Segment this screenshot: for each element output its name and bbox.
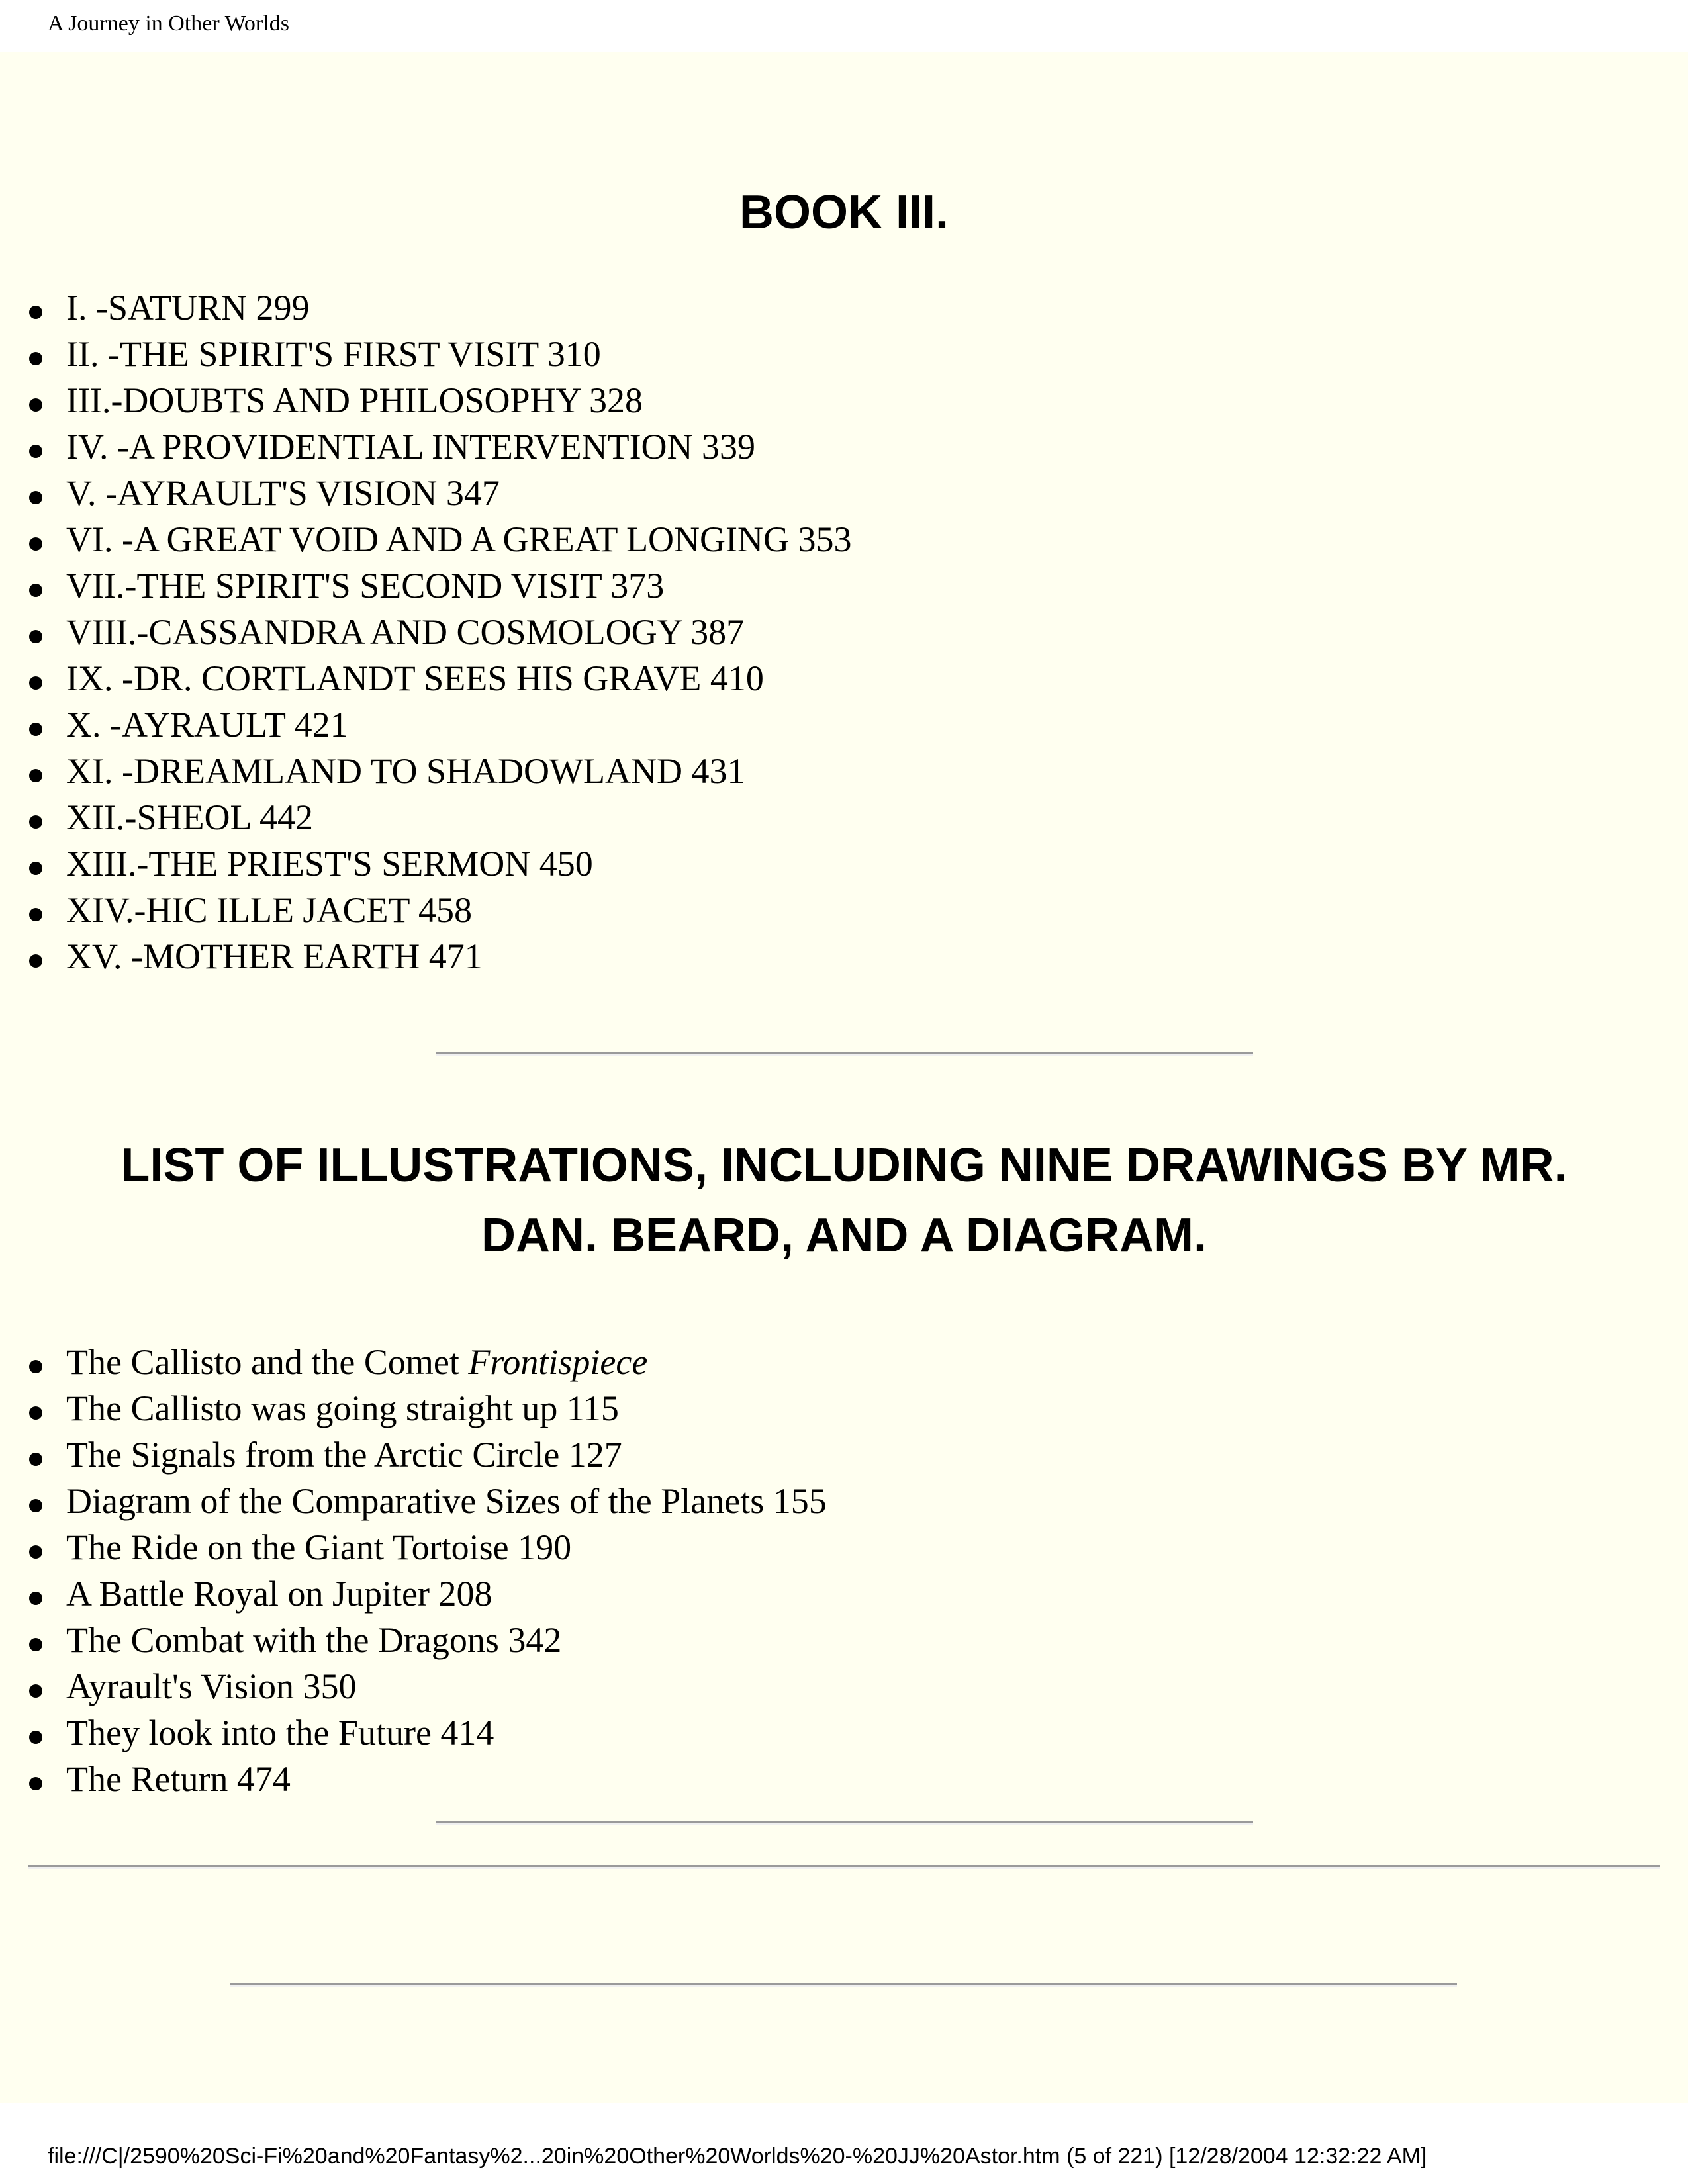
page-footer-url: file:///C|/2590%20Sci-Fi%20and%20Fantasy%2...20in%20Other%20Worlds%20-%20JJ%20Astor.htm (5 of 221) [12/28/2004 12:32:22 AM]: [48, 2144, 1427, 2169]
bullet-icon: [29, 1731, 42, 1744]
list-item: [0, 702, 852, 748]
book-heading: BOOK III.: [739, 186, 949, 239]
list-item: [0, 1617, 827, 1663]
list-item: [0, 470, 852, 516]
bullet-icon: [29, 1684, 42, 1698]
list-item: [0, 331, 852, 377]
list-item: [0, 285, 852, 331]
chapter-label: IX. -DR. CORTLANDT SEES HIS GRAVE 410: [66, 659, 764, 698]
bullet-icon: [29, 537, 42, 551]
list-item: [0, 609, 852, 655]
chapter-label: VII.-THE SPIRIT'S SECOND VISIT 373: [66, 566, 665, 606]
bullet-icon: [29, 1360, 42, 1373]
bullet-icon: [29, 445, 42, 458]
divider: [230, 1983, 1457, 1987]
chapter-label: XIII.-THE PRIEST'S SERMON 450: [66, 844, 593, 884]
page-header-title: A Journey in Other Worlds: [48, 11, 289, 36]
illustration-label: The Callisto and the Comet: [66, 1342, 469, 1382]
illustration-label: The Ride on the Giant Tortoise 190: [66, 1527, 572, 1567]
bullet-icon: [29, 1499, 42, 1512]
chapter-label: XII.-SHEOL 442: [66, 797, 313, 837]
bullet-icon: [29, 1638, 42, 1651]
list-item: [0, 1524, 827, 1570]
bullet-icon: [29, 491, 42, 504]
frontispiece-label: Frontispiece: [468, 1342, 648, 1382]
bullet-icon: [29, 676, 42, 690]
bullet-icon: [29, 862, 42, 875]
bullet-icon: [29, 584, 42, 597]
bullet-icon: [29, 306, 42, 319]
list-item: [0, 516, 852, 563]
bullet-icon: [29, 1777, 42, 1790]
list-item: [0, 1339, 827, 1385]
list-item: [0, 1432, 827, 1478]
bullet-icon: [29, 908, 42, 921]
chapter-label: XIV.-HIC ILLE JACET 458: [66, 890, 472, 930]
illustration-label: They look into the Future 414: [66, 1713, 494, 1752]
chapter-label: I. -SATURN 299: [66, 288, 310, 328]
chapter-label: II. -THE SPIRIT'S FIRST VISIT 310: [66, 334, 601, 374]
illustrations-list: [0, 1339, 827, 1802]
bullet-icon: [29, 398, 42, 412]
bullet-icon: [29, 954, 42, 968]
list-item: [0, 794, 852, 841]
chapter-label: IV. -A PROVIDENTIAL INTERVENTION 339: [66, 427, 756, 467]
chapter-label: VIII.-CASSANDRA AND COSMOLOGY 387: [66, 612, 745, 652]
list-item: [0, 563, 852, 609]
chapter-label: XI. -DREAMLAND TO SHADOWLAND 431: [66, 751, 745, 791]
illustration-label: The Combat with the Dragons 342: [66, 1620, 562, 1660]
list-item: [0, 841, 852, 887]
chapter-label: XV. -MOTHER EARTH 471: [66, 936, 483, 976]
illustration-label: A Battle Royal on Jupiter 208: [66, 1574, 492, 1614]
list-item: [0, 1663, 827, 1709]
list-item: [0, 748, 852, 794]
divider: [28, 1865, 1660, 1869]
illustration-label: Diagram of the Comparative Sizes of the Planets 155: [66, 1481, 827, 1521]
illustration-label: The Signals from the Arctic Circle 127: [66, 1435, 622, 1475]
list-item: [0, 933, 852, 979]
list-item: [0, 887, 852, 933]
list-item: [0, 377, 852, 424]
chapter-label: V. -AYRAULT'S VISION 347: [66, 473, 500, 513]
document-content: [0, 52, 1688, 2103]
list-item: [0, 1709, 827, 1756]
list-item: [0, 655, 852, 702]
list-item: [0, 1478, 827, 1524]
list-item: [0, 1570, 827, 1617]
bullet-icon: [29, 815, 42, 829]
bullet-icon: [29, 1545, 42, 1559]
list-item: [0, 424, 852, 470]
divider: [436, 1821, 1253, 1825]
list-item: [0, 1385, 827, 1432]
illustration-label: The Return 474: [66, 1759, 291, 1799]
divider: [436, 1052, 1253, 1056]
bullet-icon: [29, 352, 42, 365]
bullet-icon: [29, 1592, 42, 1605]
chapter-label: X. -AYRAULT 421: [66, 705, 348, 745]
bullet-icon: [29, 630, 42, 643]
chapter-list: [0, 285, 852, 979]
bullet-icon: [29, 1453, 42, 1466]
bullet-icon: [29, 1406, 42, 1420]
chapter-label: III.-DOUBTS AND PHILOSOPHY 328: [66, 381, 643, 420]
chapter-label: VI. -A GREAT VOID AND A GREAT LONGING 353: [66, 520, 852, 559]
illustration-label: Ayrault's Vision 350: [66, 1666, 357, 1706]
bullet-icon: [29, 723, 42, 736]
illustration-label: The Callisto was going straight up 115: [66, 1388, 619, 1428]
list-item: [0, 1756, 827, 1802]
illustrations-heading: LIST OF ILLUSTRATIONS, INCLUDING NINE DRAWINGS BY MR. DAN. BEARD, AND A DIAGRAM.: [120, 1139, 1568, 1262]
bullet-icon: [29, 769, 42, 782]
